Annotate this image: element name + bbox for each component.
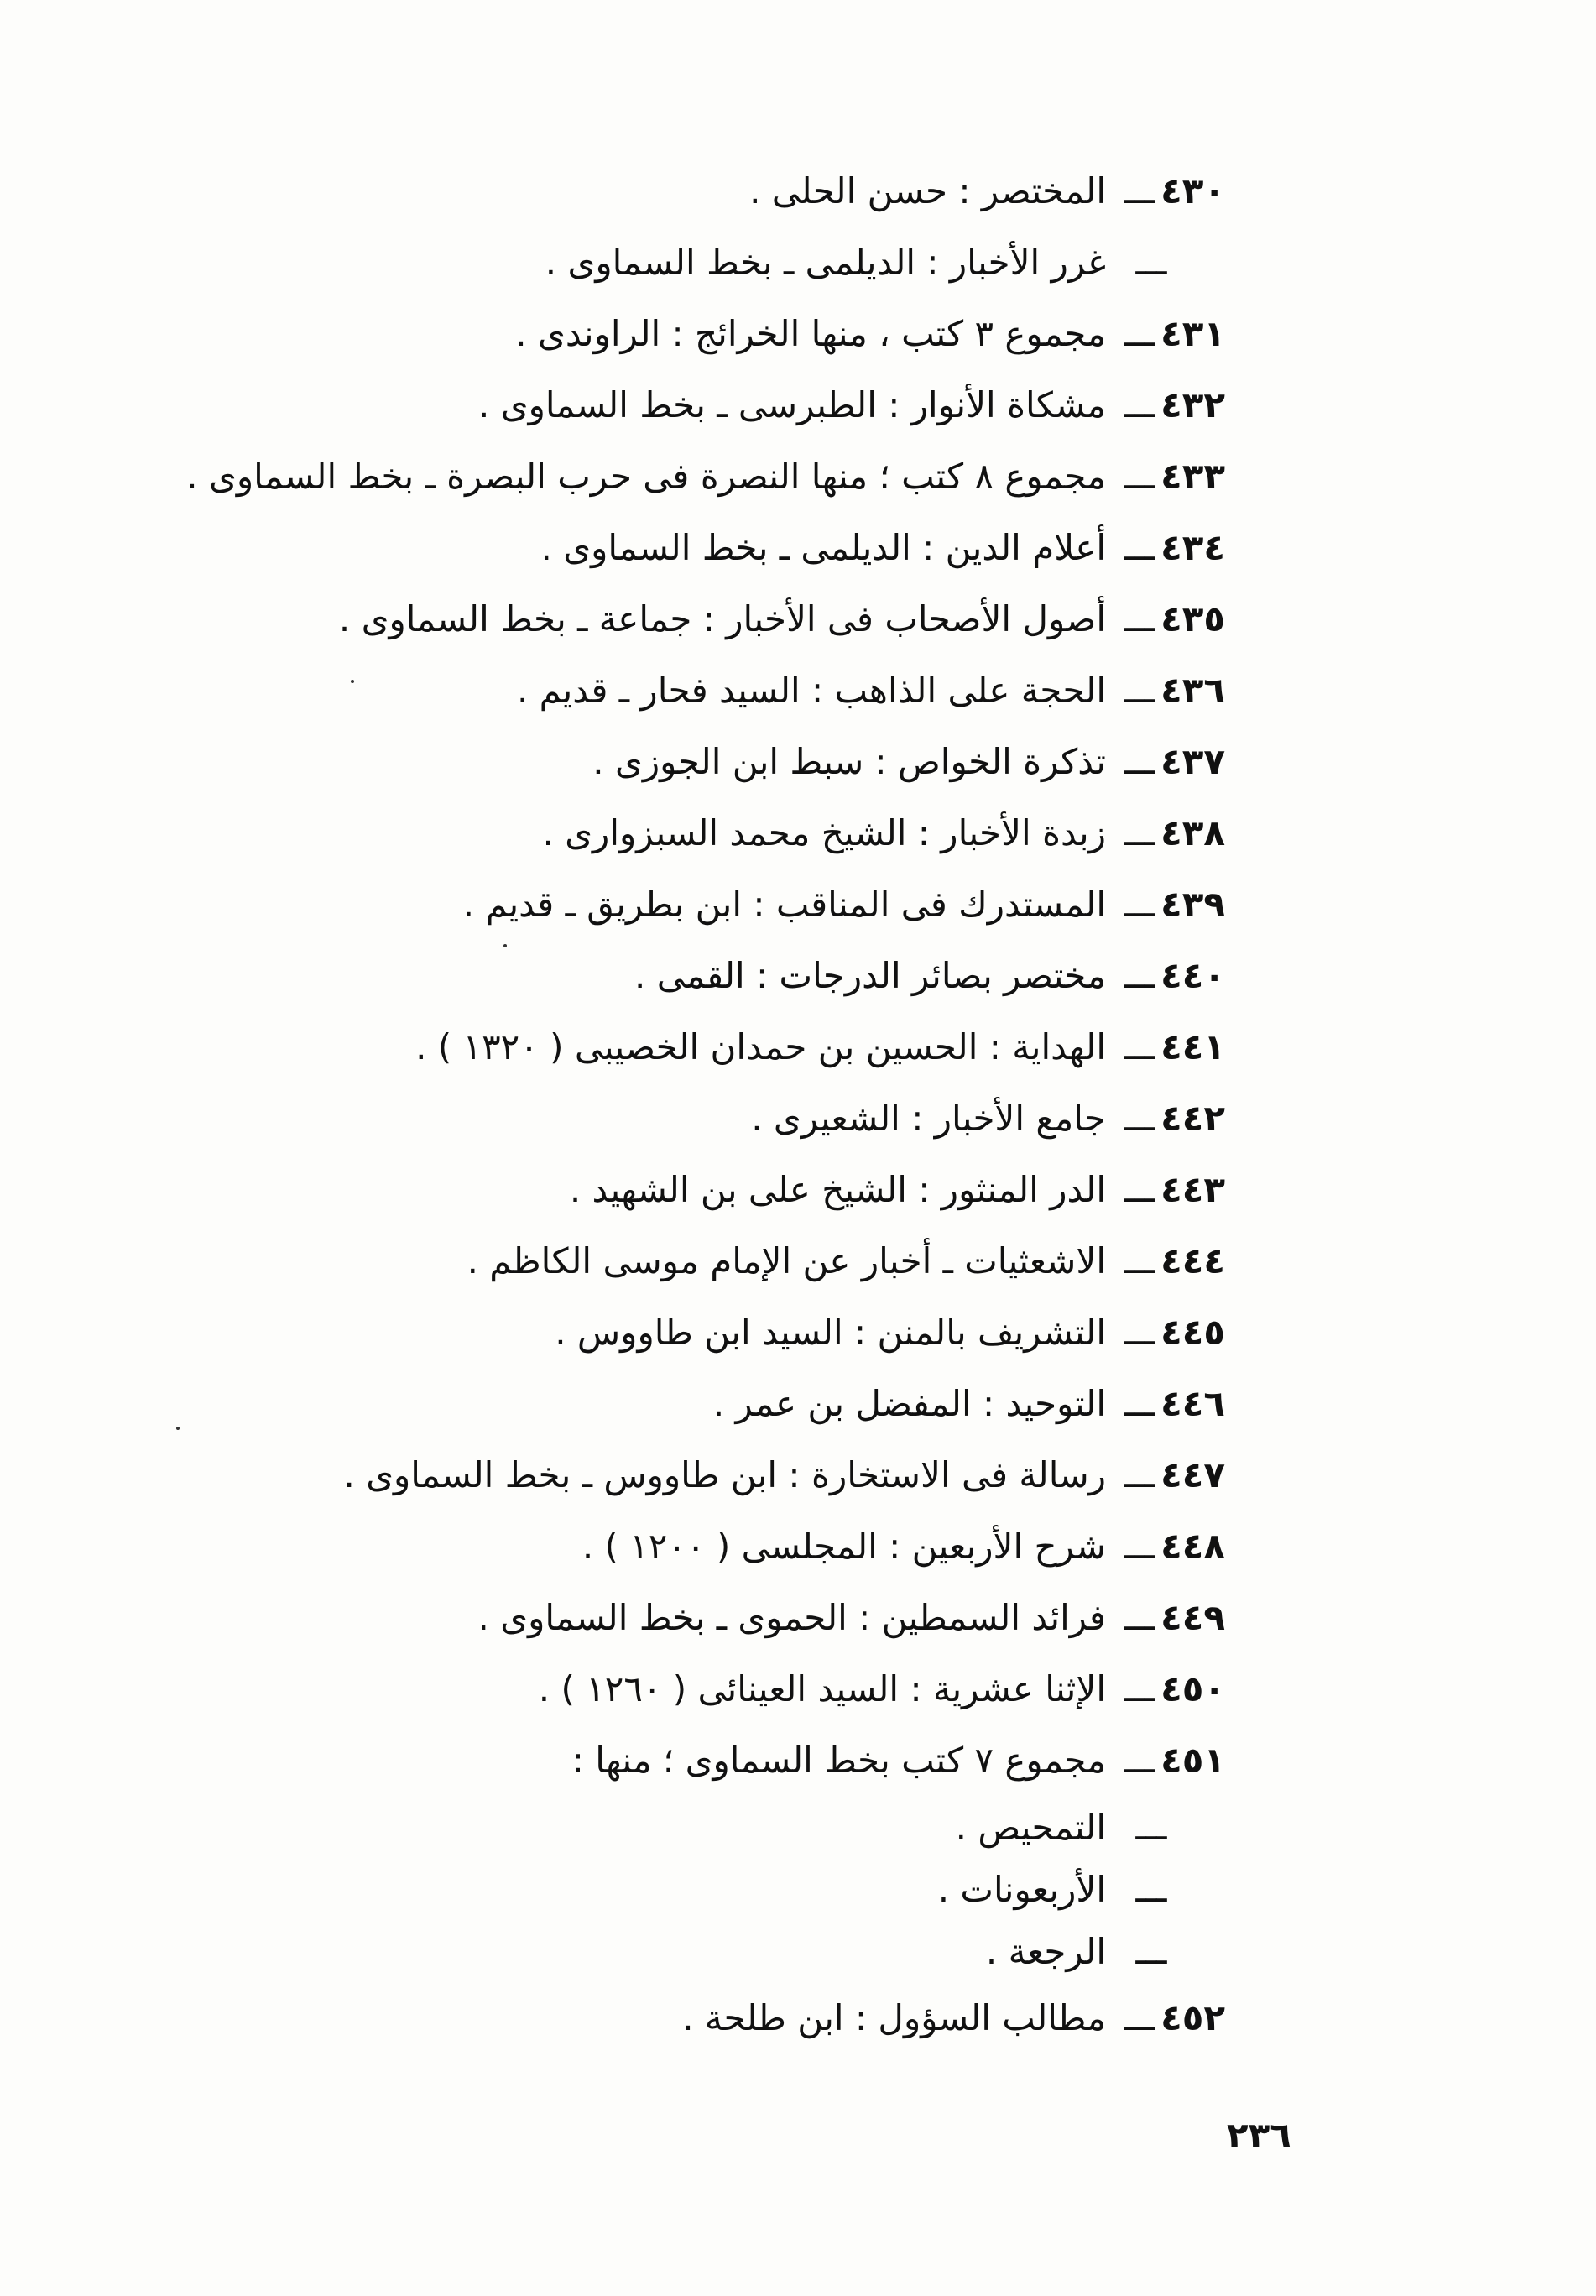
list-item (134, 869, 1225, 940)
entry-text: أعلام الدين : الديلمى ـ بخط السماوى . (540, 527, 1106, 568)
list-item (134, 1225, 1225, 1297)
entry-dash: ـــ (1124, 1597, 1155, 1638)
entry-dash: ـــ (1135, 1806, 1167, 1848)
book-list (134, 155, 1225, 2053)
entry-dash: ـــ (1124, 598, 1155, 639)
entry-number: ٤٥١ (1160, 1740, 1225, 1781)
entry-text: الاشعثيات ـ أخبار عن الإمام موسى الكاظم . (467, 1240, 1106, 1281)
entry-text: شرح الأربعين : المجلسى ( ١٢٠٠ ) . (582, 1526, 1106, 1567)
entry-dash: ـــ (1124, 1169, 1155, 1210)
entry-text: مجموع ٧ كتب بخط السماوى ؛ منها : (571, 1740, 1106, 1781)
list-item (134, 797, 1225, 869)
list-item (134, 1297, 1225, 1368)
sub-list-item (134, 1858, 1225, 1920)
entry-text: الهداية : الحسين بن حمدان الخصيبى ( ١٣٢٠ ) . (415, 1026, 1106, 1067)
entry-text: الدر المنثور : الشيخ على بن الشهيد . (569, 1169, 1106, 1210)
entry-number: ٤٣٠ (1160, 170, 1225, 211)
sub-list-item (134, 1920, 1225, 1982)
list-item (134, 726, 1225, 797)
entry-dash: ـــ (1124, 741, 1155, 782)
entry-text: الحجة على الذاهب : السيد فحار ـ قديم . (516, 670, 1106, 711)
entry-number: ٤٣١ (1160, 313, 1225, 354)
entry-text: جامع الأخبار : الشعيرى . (751, 1098, 1106, 1139)
entry-text: غرر الأخبار : الديلمى ـ بخط السماوى . (545, 242, 1106, 283)
list-item (134, 583, 1225, 655)
entry-dash: ـــ (1124, 313, 1155, 354)
entry-text: الأربعونات . (937, 1868, 1106, 1910)
entry-text: مجموع ٣ كتب ، منها الخرائج : الراوندى . (515, 313, 1106, 354)
entry-text: التشريف بالمنن : السيد ابن طاووس . (555, 1312, 1106, 1353)
entry-dash: ـــ (1124, 1312, 1155, 1353)
entry-number: ٤٤٢ (1160, 1098, 1225, 1139)
entry-number: ٤٣٥ (1160, 598, 1225, 639)
entry-number: ٤٤٩ (1160, 1597, 1225, 1638)
list-item (134, 1511, 1225, 1582)
entry-text: رسالة فى الاستخارة : ابن طاووس ـ بخط السماوى . (343, 1454, 1106, 1495)
list-item (134, 298, 1225, 369)
list-item (134, 1011, 1225, 1083)
entry-dash: ـــ (1124, 170, 1155, 211)
entry-number: ٤٤٣ (1160, 1169, 1225, 1210)
entry-text: مشكاة الأنوار : الطبرسى ـ بخط السماوى . (478, 384, 1106, 425)
entry-text: المختصر : حسن الحلى . (749, 170, 1106, 211)
entry-number: ٤٣٦ (1160, 670, 1225, 711)
entry-number: ٤٥٢ (1160, 1997, 1225, 2038)
entry-number: ٤٣٩ (1160, 884, 1225, 925)
scan-speck (503, 944, 507, 947)
entry-dash: ـــ (1124, 1240, 1155, 1281)
list-item (134, 940, 1225, 1011)
entry-dash: ـــ (1124, 670, 1155, 711)
entry-text: المستدرك فى المناقب : ابن بطريق ـ قديم . (462, 884, 1106, 925)
scan-speck (351, 680, 354, 683)
list-item (134, 655, 1225, 726)
entry-dash: ـــ (1135, 1868, 1167, 1910)
scan-speck (176, 1427, 180, 1430)
entry-dash: ـــ (1124, 812, 1155, 853)
entry-text: التوحيد : المفضل بن عمر . (712, 1383, 1106, 1424)
list-item (134, 227, 1225, 298)
entry-number: ٤٤١ (1160, 1026, 1225, 1067)
entry-dash: ـــ (1124, 1526, 1155, 1567)
entry-dash: ـــ (1124, 1383, 1155, 1424)
page-number: ٢٣٦ (1227, 2115, 1291, 2156)
entry-dash: ـــ (1124, 456, 1155, 497)
entry-text: فرائد السمطين : الحموى ـ بخط السماوى . (477, 1597, 1106, 1638)
list-item (134, 1982, 1225, 2053)
entry-number: ٤٣٧ (1160, 741, 1225, 782)
entry-text: أصول الأصحاب فى الأخبار : جماعة ـ بخط السماوى . (338, 598, 1106, 639)
entry-dash: ـــ (1124, 955, 1155, 996)
list-item (134, 1368, 1225, 1439)
entry-dash: ـــ (1124, 527, 1155, 568)
list-item (134, 155, 1225, 227)
entry-dash: ـــ (1124, 1740, 1155, 1781)
entry-dash: ـــ (1124, 1454, 1155, 1495)
entry-text: مطالب السؤول : ابن طلحة . (682, 1997, 1106, 2038)
entry-dash: ـــ (1135, 242, 1167, 283)
entry-text: الإثنا عشرية : السيد العينائى ( ١٢٦٠ ) . (538, 1668, 1106, 1709)
entry-number: ٤٤٦ (1160, 1383, 1225, 1424)
entry-text: تذكرة الخواص : سبط ابن الجوزى . (592, 741, 1106, 782)
entry-number: ٤٥٠ (1160, 1668, 1225, 1709)
entry-number: ٤٤٠ (1160, 955, 1225, 996)
entry-dash: ـــ (1124, 1098, 1155, 1139)
list-item (134, 441, 1225, 512)
entry-dash: ـــ (1124, 1997, 1155, 2038)
entry-number: ٤٤٤ (1160, 1240, 1225, 1281)
list-item (134, 1582, 1225, 1653)
entry-text: مختصر بصائر الدرجات : القمى . (634, 955, 1106, 996)
list-item (134, 1653, 1225, 1725)
entry-dash: ـــ (1124, 1026, 1155, 1067)
entry-number: ٤٣٨ (1160, 812, 1225, 853)
entry-number: ٤٤٧ (1160, 1454, 1225, 1495)
entry-number: ٤٣٣ (1160, 456, 1225, 497)
list-item (134, 369, 1225, 441)
entry-number: ٤٤٨ (1160, 1526, 1225, 1567)
list-item (134, 1439, 1225, 1511)
list-item (134, 512, 1225, 583)
entry-text: التمحيص . (955, 1806, 1106, 1848)
entry-number: ٤٣٢ (1160, 384, 1225, 425)
entry-number: ٤٤٥ (1160, 1312, 1225, 1353)
entry-text: مجموع ٨ كتب ؛ منها النصرة فى حرب البصرة ـ بخط السماوى . (186, 456, 1106, 497)
list-item (134, 1154, 1225, 1225)
sub-list-item (134, 1796, 1225, 1858)
entry-dash: ـــ (1124, 384, 1155, 425)
entry-dash: ـــ (1124, 1668, 1155, 1709)
entry-text: الرجعة . (985, 1930, 1106, 1972)
entry-dash: ـــ (1124, 884, 1155, 925)
entry-number: ٤٣٤ (1160, 527, 1225, 568)
entry-text: زبدة الأخبار : الشيخ محمد السبزوارى . (542, 812, 1106, 853)
list-item (134, 1725, 1225, 1796)
entry-dash: ـــ (1135, 1930, 1167, 1972)
list-item (134, 1083, 1225, 1154)
